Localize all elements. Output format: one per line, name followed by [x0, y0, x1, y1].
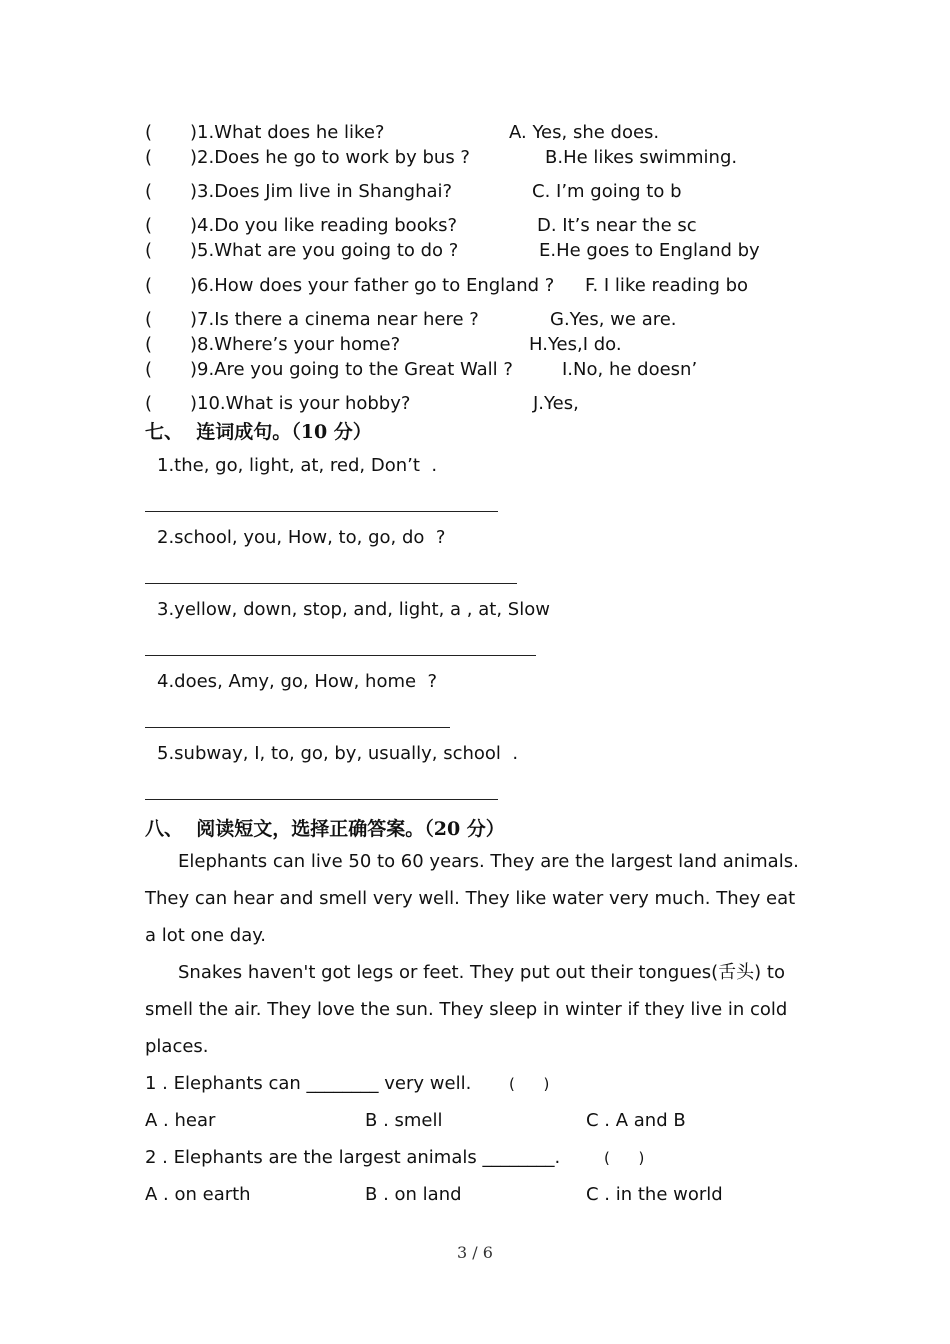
question-stem: 1 . Elephants can ________ very well.	[145, 1073, 472, 1094]
reading-paragraph-2	[145, 954, 805, 1065]
option-b: B . on land	[365, 1184, 462, 1205]
match-question: )6.How does your father go to England ?	[190, 275, 555, 296]
sentence-prompt: 5.subway, I, to, go, by, usually, school .	[157, 743, 519, 764]
option-a: A . hear	[145, 1110, 216, 1131]
match-answer: C. I’m going to b	[532, 181, 682, 202]
match-question: )1.What does he like?	[190, 122, 385, 143]
option-c: C . A and B	[586, 1110, 686, 1131]
paragraph-text: Snakes haven't got legs or feet. They put out their tongues(舌头) to smell the air. They love the sun. They sleep in winter if they live in cold places.	[145, 962, 788, 1057]
answer-paren: (	[145, 240, 153, 261]
match-question: )10.What is your hobby?	[190, 393, 411, 414]
answer-line[interactable]	[145, 799, 498, 800]
answer-bracket[interactable]: ( )	[604, 1149, 645, 1167]
match-answer: A. Yes, she does.	[509, 122, 660, 143]
match-answer: B.He likes swimming.	[545, 147, 738, 168]
match-question: )8.Where’s your home?	[190, 334, 401, 355]
option-c: C . in the world	[586, 1184, 723, 1205]
option-b: B . smell	[365, 1110, 443, 1131]
option-a: A . on earth	[145, 1184, 251, 1205]
sentence-prompt: 3.yellow, down, stop, and, light, a , at, Slow	[157, 599, 550, 620]
match-question: )5.What are you going to do ?	[190, 240, 459, 261]
answer-paren: (	[145, 309, 153, 330]
match-question: )9.Are you going to the Great Wall ?	[190, 359, 513, 380]
answer-paren: (	[145, 393, 153, 414]
section-8-heading: 八、 阅读短文，选择正确答案。（20 分）	[145, 818, 505, 840]
answer-paren: (	[145, 359, 153, 380]
answer-paren: (	[145, 334, 153, 355]
match-answer: I.No, he doesn’	[562, 359, 698, 380]
answer-paren: (	[145, 181, 153, 202]
question-stem: 2 . Elephants are the largest animals ________.	[145, 1147, 561, 1168]
answer-line[interactable]	[145, 655, 536, 656]
answer-line[interactable]	[145, 511, 498, 512]
match-answer: J.Yes,	[533, 393, 579, 414]
answer-paren: (	[145, 122, 153, 143]
answer-paren: (	[145, 215, 153, 236]
match-question: )7.Is there a cinema near here ?	[190, 309, 479, 330]
match-answer: E.He goes to England by	[539, 240, 760, 261]
match-question: )2.Does he go to work by bus ?	[190, 147, 470, 168]
answer-line[interactable]	[145, 583, 517, 584]
match-question: )4.Do you like reading books?	[190, 215, 458, 236]
answer-line[interactable]	[145, 727, 450, 728]
match-answer: F. I like reading bo	[585, 275, 749, 296]
answer-bracket[interactable]: ( )	[509, 1075, 550, 1093]
match-answer: D. It’s near the sc	[537, 215, 697, 236]
sentence-prompt: 2.school, you, How, to, go, do ?	[157, 527, 446, 548]
reading-paragraph-1	[145, 843, 805, 954]
match-question: )3.Does Jim live in Shanghai?	[190, 181, 453, 202]
match-answer: G.Yes, we are.	[550, 309, 677, 330]
match-answer: H.Yes,I do.	[529, 334, 622, 355]
section-7-heading: 七、 连词成句。（10 分）	[145, 421, 372, 443]
page-number: 3 / 6	[457, 1243, 493, 1262]
answer-paren: (	[145, 275, 153, 296]
sentence-prompt: 4.does, Amy, go, How, home ?	[157, 671, 438, 692]
sentence-prompt: 1.the, go, light, at, red, Don’t .	[157, 455, 438, 476]
paragraph-text: Elephants can live 50 to 60 years. They are the largest land animals. They can hear and smell very well. They like water very much. They eat a lot one day.	[145, 851, 799, 946]
answer-paren: (	[145, 147, 153, 168]
